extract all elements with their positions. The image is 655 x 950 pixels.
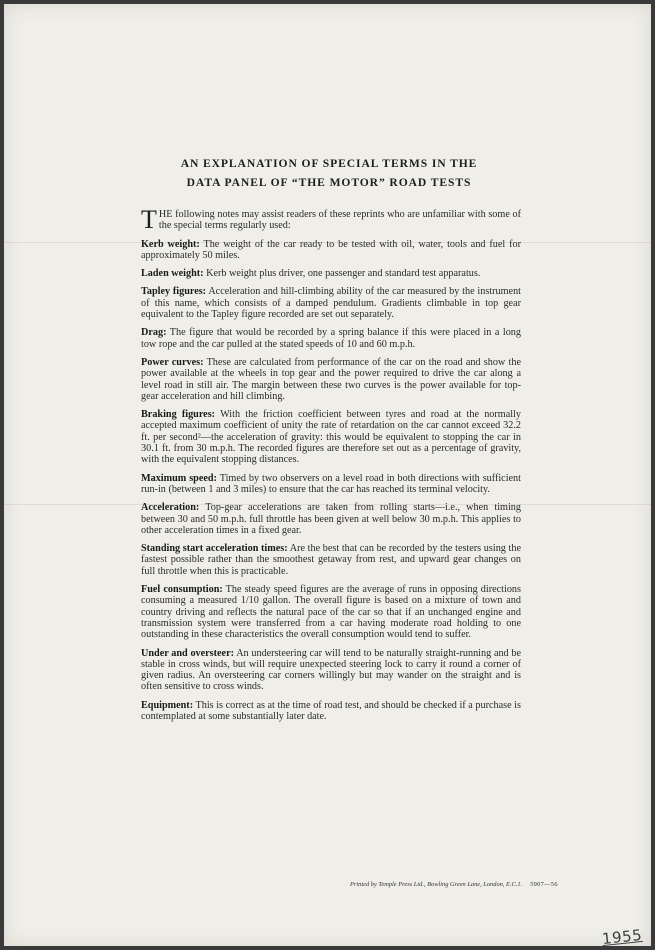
glossary-term: Fuel consumption: <box>141 584 223 596</box>
glossary-term: Braking figures: <box>141 409 216 421</box>
glossary-term: Drag: <box>141 327 167 339</box>
glossary-definition: Are the best that can be recorded by the testers using the fastest possible rather than the smoothest getaway from rest, and upward gear changes on full throttle when this is practicable. <box>141 543 521 577</box>
glossary-entries <box>141 239 521 723</box>
glossary-term: Maximum speed: <box>141 472 217 484</box>
glossary-term: Laden weight: <box>141 268 204 280</box>
glossary-term: Standing start acceleration times: <box>141 543 288 555</box>
page-title <box>154 154 504 192</box>
glossary-term: Equipment: <box>141 699 194 711</box>
glossary-definition: Top-gear accelerations are taken from rolling starts—i.e., when timing between 30 and 50 m.p.h. full throttle has been given at well below 30 m.p.h. This applies to other acceleration times in a fixed gear. <box>141 502 521 536</box>
glossary-entry <box>141 239 521 262</box>
document-page <box>4 4 651 949</box>
glossary-entry <box>141 357 521 402</box>
glossary-entry <box>141 268 521 279</box>
glossary-definition: The figure that would be recorded by a spring balance if this were placed in a long tow rope and the car pulled at the stated speeds of 10 and 60 m.p.h. <box>141 327 521 350</box>
glossary-definition: Kerb weight plus driver, one passenger and standard test apparatus. <box>206 268 481 280</box>
title-line-1: AN EXPLANATION OF SPECIAL TERMS IN THE <box>180 157 478 170</box>
dropcap: T <box>141 205 157 234</box>
glossary-term: Acceleration: <box>141 502 200 514</box>
glossary-term: Kerb weight: <box>141 238 200 250</box>
intro-text: HE following notes may assist readers of these reprints who are unfamiliar with some of the special terms regularly used: <box>158 209 521 232</box>
glossary-entry <box>141 543 521 577</box>
printer-imprint <box>350 881 558 888</box>
glossary-term: Under and oversteer: <box>141 647 234 659</box>
glossary-definition: Acceleration and hill-climbing ability of the car measured by the instrument of this name, which consists of a damped pendulum. Gradients climbable in top gear equivalent to the Tapley figure recorded are set out separately. <box>141 286 521 321</box>
glossary-entry <box>141 409 521 465</box>
handwritten-year: 1955 <box>601 925 644 949</box>
intro-paragraph <box>141 205 521 234</box>
glossary-definition: This is correct as at the time of road test, and should be checked if a purchase is contemplated at some substantially later date. <box>141 699 521 722</box>
glossary-entry <box>141 327 521 350</box>
glossary-definition: An understeering car will tend to be naturally straight-running and be stable in cross winds, but will require unexpected steering lock to carry it round a corner of given radius. An oversteering car corners willingly but may wander on the straight and is often sensitive to cross winds. <box>141 647 522 693</box>
glossary-entry <box>141 584 521 640</box>
glossary-entry <box>141 648 521 693</box>
glossary-definition: Timed by two observers on a level road in both directions with sufficient run-in (between 1 and 3 miles) to ensure that the car has reached its terminal velocity. <box>141 472 521 495</box>
glossary-definition: With the friction coefficient between tyres and road at the normally accepted maximum coefficient of unity the rate of retardation on the car cannot exceed 32.2 ft. per second²—the acceleration of gravity: this would be equivalent to stopping the car in 30.1 ft. from 30 m.p.h. The recorded figures are therefore set out as a percentage of gravity, with the equivalent stopping distances. <box>141 409 521 466</box>
printer-text: Printed by Temple Press Ltd., Bowling Green Lane, London, E.C.1. <box>350 881 523 888</box>
glossary-entry <box>141 473 521 496</box>
glossary-definition: The steady speed figures are the average of runs in opposing directions consuming a measured 1/10 gallon. The overall figure is based on a mixture of town and country driving and reflects the natural pace of the car so that if an unchanged engine and transmission system were transferred from a car having moderate road holding to one outstanding in these characteristics the overall consumption would tend to suffer. <box>141 584 521 641</box>
glossary-entry <box>141 700 521 723</box>
glossary-entry <box>141 286 521 320</box>
glossary-entry <box>141 502 521 536</box>
glossary-body <box>141 205 522 729</box>
glossary-definition: The weight of the car ready to be tested with oil, water, tools and fuel for approximately 50 miles. <box>141 238 521 261</box>
title-line-2: DATA PANEL OF “THE MOTOR” ROAD TESTS <box>186 176 472 189</box>
glossary-term: Power curves: <box>141 356 204 368</box>
print-code: 5907—56 <box>530 881 558 888</box>
glossary-definition: These are calculated from performance of the car on the road and show the power available at the wheels in top gear and the power required to drive the car along a level road in still air. The margin between these two curves is the power available for top-gear acceleration and hill climbing. <box>141 356 521 402</box>
glossary-term: Tapley figures: <box>141 286 207 298</box>
